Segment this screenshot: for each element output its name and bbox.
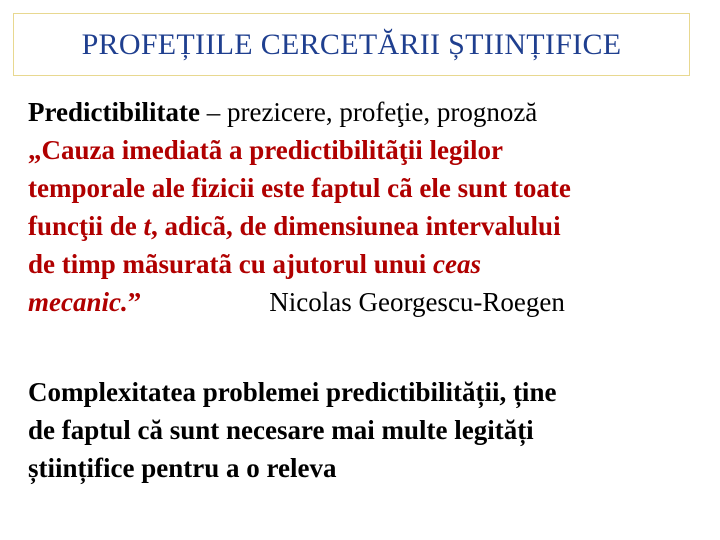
definition-separator: – <box>199 97 227 127</box>
quote-author: Nicolas Georgescu-Roegen <box>269 287 565 317</box>
quote-line-3 <box>28 207 708 245</box>
paragraph-2-line-1: Complexitatea problemei predictibilității, ține <box>28 377 557 407</box>
definition-term: Predictibilitate <box>28 97 200 127</box>
slide-title: PROFEȚIILE CERCETĂRII ȘTIINȚIFICE <box>81 27 622 61</box>
paragraph-2 <box>28 373 708 487</box>
quote-word-ceas: ceas <box>433 249 482 279</box>
definition-line <box>28 93 708 131</box>
quote-line-1: „Cauza imediatã a predictibilitãţii legilor <box>28 135 503 165</box>
quote-line-4 <box>28 245 708 283</box>
quote-variable-t: t <box>143 211 152 241</box>
slide-body <box>28 93 708 487</box>
paragraph-2-line-3: științifice pentru a o releva <box>28 453 337 483</box>
title-box <box>13 13 690 76</box>
quote-line-3b: , adicã, de dimensiunea intervalului <box>151 211 561 241</box>
definition-meaning: prezicere, profeţie, prognoză <box>226 97 538 127</box>
paragraph-2-line-2: de faptul că sunt necesare mai multe legități <box>28 415 534 445</box>
quote-closing-mark: ” <box>127 287 142 317</box>
quote-line-4a: de timp mãsuratã cu ajutorul unui <box>28 249 434 279</box>
quote-line-5 <box>28 283 708 321</box>
quote-line-3a: funcţii de <box>28 211 144 241</box>
quote-line-2: temporale ale fizicii este faptul cã ele sunt toate <box>28 173 571 203</box>
quote-word-mecanic: mecanic. <box>28 287 128 317</box>
